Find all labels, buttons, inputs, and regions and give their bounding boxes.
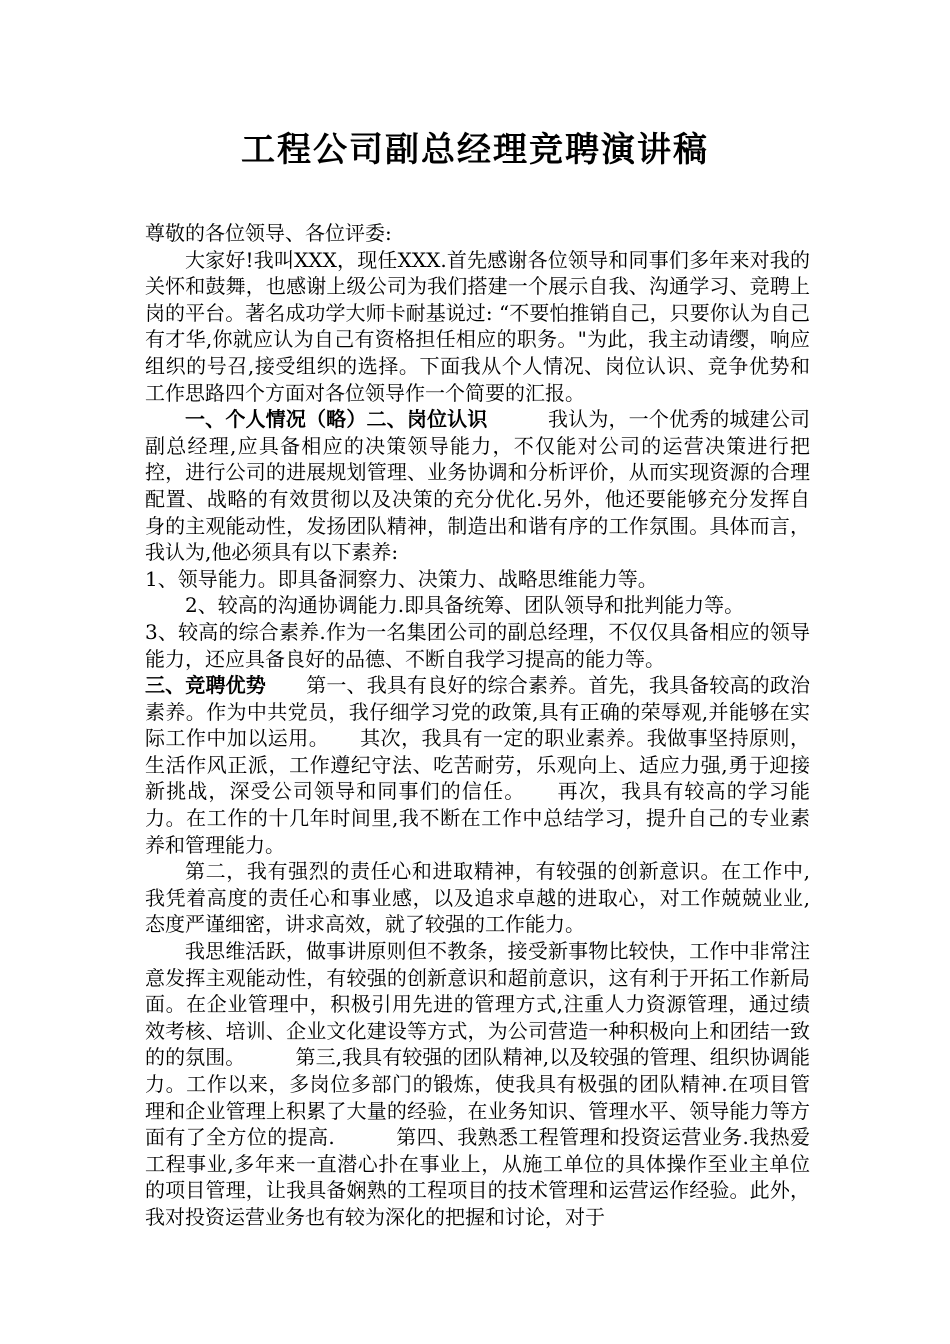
section3-paragraph — [145, 672, 810, 858]
section1-heading: 一、个人情况（略）二、岗位认识 — [185, 407, 488, 432]
document-body — [145, 220, 810, 1231]
list-item-3: 3、较高的综合素养.作为一名集团公司的副总经理，不仅仅具备相应的领导能力，还应具备良好的品德、不断自我学习提高的能力等。 — [145, 619, 810, 671]
section1-paragraph — [145, 406, 810, 566]
section1-text: 我认为，一个优秀的城建公司副总经理,应具备相应的决策领导能力，不仅能对公司的运营决策进行把控，进行公司的进展规划管理、业务协调和分析评价，从而实现资源的合理配置、战略的有效贯彻以及决策的充分优化.另外，他还要能够充分发挥自身的主观能动性，发扬团队精神，制造出和谐有序的工作氛围。具体而言，我认为,他必须具有以下素养: — [145, 407, 810, 565]
list-item-2: 2、较高的沟通协调能力.即具备统筹、团队领导和批判能力等。 — [185, 593, 745, 618]
list-item-1: 1、领导能力。即具备洞察力、决策力、战略思维能力等。 — [145, 566, 658, 591]
intro-paragraph: 大家好!我叫XXX，现任XXX.首先感谢各位领导和同事们多年来对我的关怀和鼓舞，也感谢上级公司为我们搭建一个展示自我、沟通学习、竞聘上岗的平台。著名成功学大师卡耐基说过: “不要怕推销自己，只要你认为自己有才华,你就应认为自己有资格担任相应的职务。"为此，我主动请缨，响应组织的号召,接受组织的选择。下面我从个人情况、岗位认识、竞争优势和工作思路四个方面对各位领导作一个简要的汇报。 — [145, 247, 810, 405]
second-point-paragraph: 第二，我有强烈的责任心和进取精神，有较强的创新意识。在工作中,我凭着高度的责任心和事业感，以及追求卓越的进取心，对工作兢兢业业,态度严谨细密，讲求高效，就了较强的工作能力。 — [145, 859, 810, 937]
salutation: 尊敬的各位领导、各位评委: — [145, 221, 392, 245]
document-title: 工程公司副总经理竞聘演讲稿 — [241, 130, 709, 170]
thinking-paragraph: 我思维活跃，做事讲原则但不教条，接受新事物比较快，工作中非常注意发挥主观能动性，有较强的创新意识和超前意识，这有利于开拓工作新局面。在企业管理中，积极引用先进的管理方式,注重人力资源管理，通过绩效考核、培训、企业文化建设等方式，为公司营造一种积极向上和团结一致的的氛围。 第三,我具有较强的团队精神,以及较强的管理、组织协调能力。工作以来，多岗位多部门的锻炼，使我具有极强的团队精神.在项目管理和企业管理上积累了大量的经验，在业务知识、管理水平、领导能力等方面有了全方位的提高. 第四、我熟悉工程管理和投资运营业务.我热爱工程事业,多年来一直潜心扑在事业上，从施工单位的具体操作至业主单位的项目管理，让我具备娴熟的工程项目的技术管理和运营运作经验。此外，我对投资运营业务也有较为深化的把握和讨论，对于 — [145, 939, 810, 1229]
section3-text: 第一、我具有良好的综合素养。首先，我具备较高的政治素养。作为中共党员，我仔细学习党的政策,具有正确的荣辱观,并能够在实际工作中加以运用。 其次，我具有一定的职业素养。我做事坚持原则，生活作风正派，工作遵纪守法、吃苦耐劳，乐观向上、适应力强,勇于迎接新挑战，深受公司领导和同事们的信任。 再次，我具有较高的学习能力。在工作的十几年时间里,我不断在工作中总结学习，提升自己的专业素养和管理能力。 — [145, 673, 810, 857]
section3-heading: 三、竞聘优势 — [145, 673, 266, 698]
